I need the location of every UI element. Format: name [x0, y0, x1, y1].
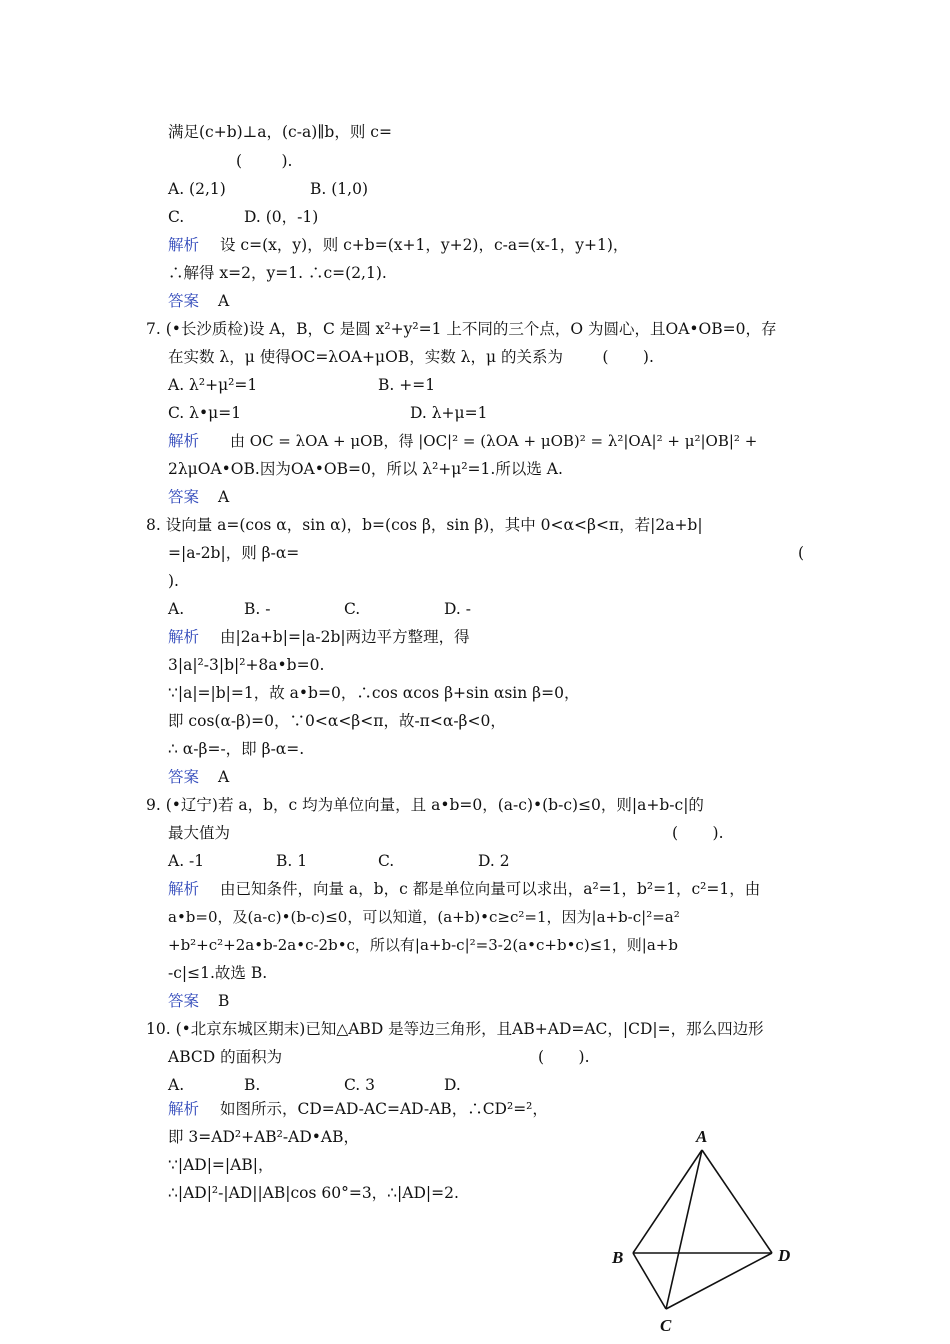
q9-answer-blank: ( ).: [672, 824, 724, 842]
q6-option-c: C.: [168, 208, 185, 226]
vertex-label-a: A: [696, 1127, 708, 1146]
q10-option-d: D.: [444, 1076, 461, 1094]
q8-analysis-line: 即 cos(α-β)=0，∵0<α<β<π，故-π<α-β<0，: [168, 712, 506, 730]
q7-answer-value: A: [218, 488, 230, 506]
segment-ad: [702, 1150, 772, 1253]
segment-cd: [666, 1253, 772, 1309]
q6-analysis-line: ∴解得 x=2，y=1. ∴c=(2,1).: [168, 264, 387, 282]
q10-stem-line: 10. (•北京东城区期末)已知△ABD 是等边三角形，且AB+AD=AC，|CD|=，那么四边形: [146, 1020, 764, 1038]
quadrilateral-abcd-figure: [600, 1125, 810, 1340]
q7-option-b: B. +=1: [378, 376, 436, 394]
q6-option-d: D. (0，-1): [244, 208, 319, 226]
q6-analysis-line: 设 c=(x，y)，则 c+b=(x+1，y+2)，c-a=(x-1，y+1)，: [220, 236, 629, 254]
q10-analysis-line: 即 3=AD²+AB²-AD•AB，: [168, 1128, 359, 1146]
q8-answer-label: 答案: [168, 768, 200, 786]
q9-option-b: B. 1: [276, 852, 308, 870]
q9-option-d: D. 2: [478, 852, 510, 870]
q7-stem-line: 在实数 λ，μ 使得OC=λOA+μOB，实数 λ，μ 的关系为 ( ).: [168, 348, 654, 366]
q10-analysis-line: 如图所示，CD=AD-AC=AD-AB，∴CD²=²，: [220, 1100, 548, 1118]
q8-stem-line: =|a-2b|，则 β-α=: [168, 544, 300, 562]
q9-analysis-line: a•b=0，及(a-c)•(b-c)≤0，可以知道，(a+b)•c≥c²=1，因为|a+b-c|²=a²: [168, 908, 680, 926]
vertex-label-d: D: [778, 1246, 791, 1265]
q10-stem-line: ABCD 的面积为: [168, 1048, 283, 1066]
q10-analysis-label: 解析: [168, 1100, 200, 1118]
q7-answer-label: 答案: [168, 488, 200, 506]
q9-option-c: C.: [378, 852, 395, 870]
q9-stem-line: 最大值为: [168, 824, 231, 842]
q8-analysis-line: ∵|a|=|b|=1，故 a•b=0，∴cos αcos β+sin αsin β=0，: [168, 684, 580, 702]
q9-answer-value: B: [218, 992, 230, 1010]
q9-option-a: A. -1: [168, 852, 205, 870]
q9-answer-label: 答案: [168, 992, 200, 1010]
q8-analysis-line: 由|2a+b|=|a-2b|两边平方整理，得: [220, 628, 470, 646]
q6-answer-label: 答案: [168, 292, 200, 310]
q8-option-d: D. -: [444, 600, 471, 618]
q9-analysis-line: -c|≤1.故选 B.: [168, 964, 268, 982]
q8-stem-line: 8. 设向量 a=(cos α，sin α)，b=(cos β，sin β)，其中 0<α<β<π，若|2a+b|: [146, 516, 703, 534]
q10-answer-blank: ( ).: [538, 1048, 590, 1066]
q6-option-a: A. (2,1): [168, 180, 226, 198]
vertex-label-c: C: [660, 1316, 672, 1335]
q6-answer-blank: ( ).: [236, 152, 293, 170]
q9-analysis-label: 解析: [168, 880, 200, 898]
q7-stem-line: 7. (•长沙质检)设 A，B，C 是圆 x²+y²=1 上不同的三个点，O 为圆心，且OA•OB=0，存: [146, 320, 777, 338]
q8-stem-line: ).: [168, 572, 179, 590]
q8-option-b: B. -: [244, 600, 271, 618]
q8-analysis-line: ∴ α-β=-，即 β-α=.: [168, 740, 305, 758]
q7-option-d: D. λ+μ=1: [410, 404, 488, 422]
vertex-label-b: B: [612, 1248, 624, 1267]
q8-analysis-line: 3|a|²-3|b|²+8a•b=0.: [168, 656, 325, 674]
q6-stem: 满足(c+b)⊥a，(c-a)∥b，则 c=: [168, 123, 392, 141]
q9-analysis-line: 由已知条件，向量 a，b，c 都是单位向量可以求出，a²=1，b²=1，c²=1，由: [220, 880, 761, 898]
q7-analysis-label: 解析: [168, 432, 200, 450]
q9-analysis-line: +b²+c²+2a•b-2a•c-2b•c，所以有|a+b-c|²=3-2(a•c+b•c)≤1，则|a+b: [168, 936, 678, 954]
q6-option-b: B. (1,0): [310, 180, 368, 198]
q9-stem-line: 9. (•辽宁)若 a，b，c 均为单位向量，且 a•b=0，(a-c)•(b-c)≤0，则|a+b-c|的: [146, 796, 704, 814]
q10-option-b: B.: [244, 1076, 261, 1094]
q10-option-c: C. 3: [344, 1076, 376, 1094]
q7-analysis-line: 由 OC = λOA + μOB，得 |OC|² = (λOA + μOB)² = λ²|OA|² + μ²|OB|² +: [230, 432, 758, 450]
q10-analysis-line: ∵|AD|=|AB|，: [168, 1156, 274, 1174]
q8-option-c: C.: [344, 600, 361, 618]
q10-option-a: A.: [168, 1076, 185, 1094]
q6-analysis-label: 解析: [168, 236, 200, 254]
q8-option-a: A.: [168, 600, 185, 618]
segment-bc: [633, 1253, 666, 1309]
q8-answer-value: A: [218, 768, 230, 786]
segment-ac: [666, 1150, 702, 1309]
q8-paren-left: (: [798, 544, 805, 562]
q7-option-c: C. λ•μ=1: [168, 404, 242, 422]
q10-analysis-line: ∴|AD|²-|AD||AB|cos 60°=3，∴|AD|=2.: [168, 1184, 459, 1202]
q6-answer-value: A: [218, 292, 230, 310]
q7-analysis-line: 2λμOA•OB.因为OA•OB=0，所以 λ²+μ²=1.所以选 A.: [168, 460, 563, 478]
segment-ab: [633, 1150, 702, 1253]
q8-analysis-label: 解析: [168, 628, 200, 646]
q7-option-a: A. λ²+μ²=1: [168, 376, 258, 394]
